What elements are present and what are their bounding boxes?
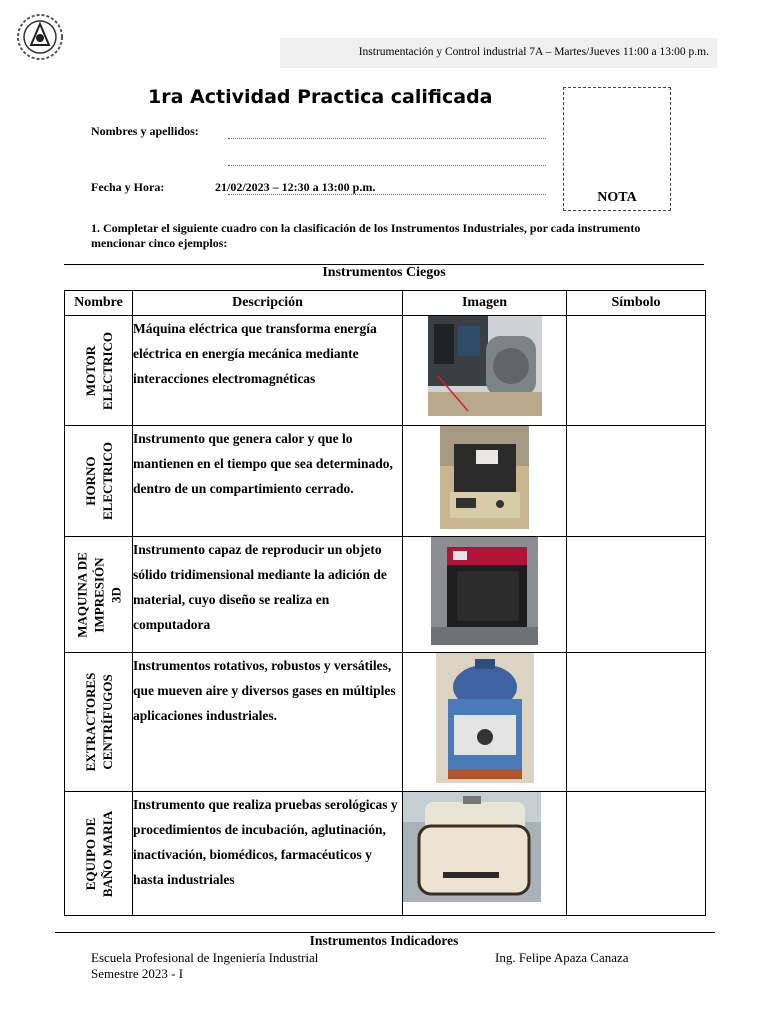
- instrument-name: HORNO ELECTRICO: [82, 441, 115, 521]
- water-bath-photo: [403, 792, 541, 902]
- date-value: 21/02/2023 – 12:30 a 13:00 p.m.: [215, 180, 376, 194]
- instrument-description: Instrumento que realiza pruebas serológicas y procedimientos de incubación, aglutinación, inactivación, biomédicos, farmacéuticos y hasta industriales: [133, 792, 403, 916]
- instrument-name: MAQUINA DE IMPRESIÓN 3D: [74, 551, 123, 638]
- table-row: [65, 537, 706, 653]
- names-line-1[interactable]: [228, 138, 546, 139]
- header-descripcion: Descripción: [133, 291, 403, 316]
- instrument-description: Instrumento capaz de reproducir un objeto sólido tridimensional mediante la adición de material, cuyo diseño se realiza en computadora: [133, 537, 403, 653]
- table-header-row: [65, 291, 706, 316]
- footer-school-block: [91, 950, 318, 982]
- names-line-2[interactable]: [228, 165, 546, 166]
- electric-motor-photo: [428, 316, 542, 416]
- table-row: [65, 426, 706, 537]
- instrument-name-cell: [65, 537, 133, 653]
- grade-label: NOTA: [597, 190, 637, 205]
- course-header-bar: [280, 38, 717, 68]
- footer-teacher: Ing. Felipe Apaza Canaza: [495, 950, 629, 965]
- page-title: 1ra Actividad Practica calificada: [148, 86, 493, 108]
- instruments-table: [64, 290, 706, 916]
- header-imagen: Imagen: [403, 291, 567, 316]
- instrument-image-cell: [403, 316, 567, 426]
- instrument-name: EXTRACTORES CENTRÍFUGOS: [82, 672, 115, 772]
- instrument-name-cell: [65, 792, 133, 916]
- footer-school: Escuela Profesional de Ingeniería Industrial: [91, 950, 319, 965]
- section-title-ciegos: Instrumentos Ciegos: [322, 265, 446, 280]
- instrument-name: EQUIPO DE BAÑO MARIA: [82, 810, 115, 897]
- table-row: [65, 316, 706, 426]
- centrifuge-photo: [436, 653, 534, 783]
- instrument-symbol: [567, 653, 706, 792]
- instrument-name-cell: [65, 653, 133, 792]
- instrument-name: MOTOR ELECTRICO: [82, 331, 115, 410]
- instrument-name-cell: [65, 426, 133, 537]
- table-row: [65, 792, 706, 916]
- footer-semester: Semestre 2023 - I: [91, 966, 184, 981]
- date-line: [228, 194, 546, 195]
- header-simbolo: Símbolo: [567, 291, 706, 316]
- instrument-name-cell: [65, 316, 133, 426]
- course-info-text: Instrumentación y Control industrial 7A – Martes/Jueves 11:00 a 13:00 p.m.: [358, 46, 709, 58]
- instrument-description: Máquina eléctrica que transforma energía eléctrica en energía mecánica mediante interacciones electromagnéticas: [133, 316, 403, 426]
- date-label: Fecha y Hora:: [91, 180, 165, 194]
- 3d-printer-photo: [431, 537, 538, 645]
- header-nombre: Nombre: [65, 291, 133, 316]
- instrument-symbol: [567, 316, 706, 426]
- instrument-symbol: [567, 537, 706, 653]
- instrument-image-cell: [403, 792, 567, 916]
- instrument-image-cell: [403, 653, 567, 792]
- instrument-image-cell: [403, 537, 567, 653]
- names-label: Nombres y apellidos:: [91, 124, 199, 138]
- section-title-indicadores: Instrumentos Indicadores: [309, 933, 459, 948]
- university-logo: [15, 12, 65, 62]
- instrument-symbol: [567, 426, 706, 537]
- instrument-description: Instrumentos rotativos, robustos y versátiles, que mueven aire y diversos gases en múltiples aplicaciones industriales.: [133, 653, 403, 792]
- instrument-symbol: [567, 792, 706, 916]
- instrument-image-cell: [403, 426, 567, 537]
- table-row: [65, 653, 706, 792]
- instrument-description: Instrumento que genera calor y que lo mantienen en el tiempo que sea determinado, dentro de un compartimiento cerrado.: [133, 426, 403, 537]
- grade-box: [563, 87, 671, 211]
- instructions-text: 1. Completar el siguiente cuadro con la clasificación de los Instrumentos Industriales, por cada instrumento mencionar cinco ejemplos:: [91, 221, 641, 250]
- electric-oven-photo: [440, 426, 529, 529]
